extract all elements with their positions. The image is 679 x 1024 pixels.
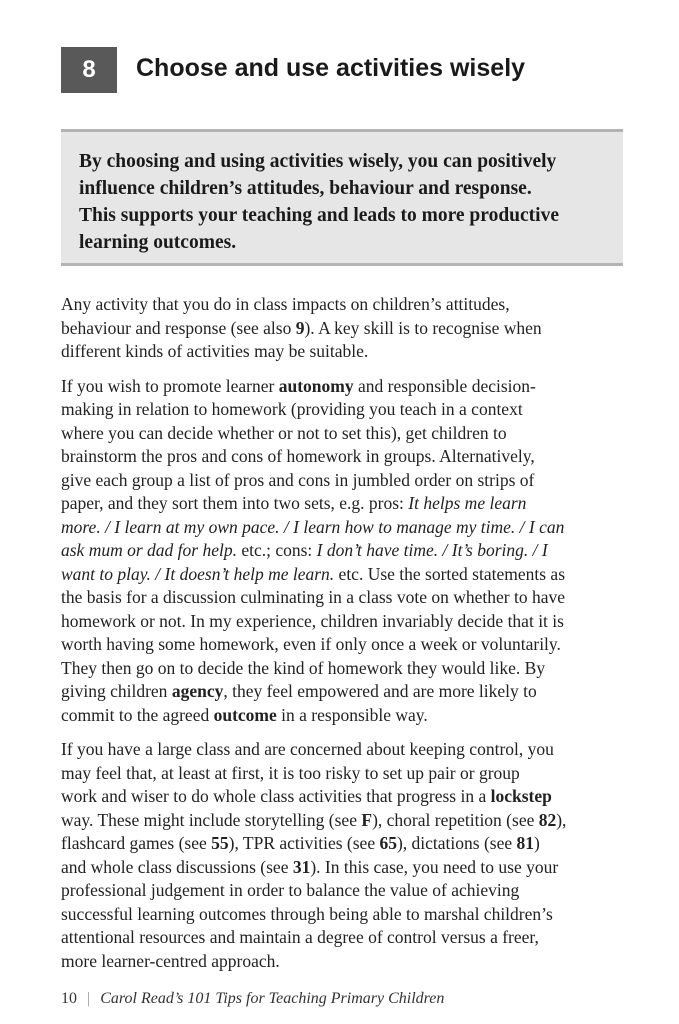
- text-run: behaviour and response (see also: [61, 317, 296, 338]
- text-run: etc. Use the sorted statements as: [334, 563, 566, 584]
- page-number: 10: [61, 990, 77, 1007]
- summary-line: influence children’s attitudes, behaviour and response.: [79, 178, 532, 199]
- text-run: ). A key skill is to recognise when: [304, 317, 542, 338]
- text-run: more learner-centred approach.: [61, 950, 280, 971]
- text-run: , they feel empowered and are more likely to: [223, 681, 537, 701]
- italic-example: I don’t have time. / It’s boring. / I: [316, 540, 548, 560]
- text-run: ), choral repetition (see: [372, 809, 539, 830]
- text-run: in a responsible way.: [276, 704, 428, 725]
- bold-term: 65: [379, 833, 397, 853]
- text-run: ),: [556, 809, 567, 830]
- bold-term: 81: [516, 833, 535, 853]
- summary-box: [61, 129, 623, 266]
- text-run: professional judgement in order to balance the value of achieving: [61, 880, 520, 900]
- text-run: where you can decide whether or not to set this), get children to: [61, 422, 507, 443]
- text-run: and responsible decision-: [353, 375, 536, 396]
- text-run: work and wiser to do whole class activities that progress in a: [61, 786, 491, 806]
- text-run: successful learning outcomes through being able to marshal children’s: [61, 903, 553, 924]
- summary-line: learning outcomes.: [79, 232, 237, 253]
- text-run: the basis for a discussion culminating in a class vote on whether to have: [61, 587, 565, 607]
- text-run: If you have a large class and are concerned about keeping control, you: [61, 739, 554, 759]
- text-run: commit to the agreed: [61, 704, 214, 725]
- body-paragraph: [61, 293, 623, 364]
- tip-header: [61, 47, 621, 95]
- summary-line: By choosing and using activities wisely, you can positively: [79, 151, 557, 172]
- text-run: may feel that, at least at first, it is too risky to set up pair or group: [61, 762, 520, 783]
- summary-text: [79, 148, 605, 256]
- text-run: flashcard games (see: [61, 833, 212, 853]
- italic-example: more. / I learn at my own pace. / I learn how to manage my time. / I can: [61, 516, 565, 537]
- text-run: worth having some homework, even if only once a week or voluntarily.: [61, 634, 561, 654]
- bold-term: 9: [295, 317, 305, 338]
- text-run: paper, and they sort them into two sets, e.g. pros:: [61, 493, 409, 513]
- italic-example: want to play. / It doesn’t help me learn.: [61, 563, 335, 584]
- bold-term: F: [361, 809, 373, 830]
- footer-separator: |: [87, 990, 91, 1007]
- text-run: Any activity that you do in class impacts on children’s attitudes,: [61, 294, 510, 314]
- book-title: Carol Read’s 101 Tips for Teaching Primary Children: [100, 990, 445, 1007]
- text-run: ): [534, 833, 540, 853]
- text-run: They then go on to decide the kind of homework they would like. By: [61, 657, 546, 678]
- text-run: giving children: [61, 681, 172, 701]
- text-run: different kinds of activities may be suitable.: [61, 341, 369, 361]
- text-run: If you wish to promote learner: [61, 375, 279, 396]
- bold-term: 31: [292, 856, 311, 877]
- text-run: way. These might include storytelling (see: [61, 809, 362, 830]
- text-run: making in relation to homework (providing you teach in a context: [61, 399, 523, 419]
- text-run: ), TPR activities (see: [228, 833, 380, 853]
- text-run: brainstorm the pros and cons of homework in groups. Alternatively,: [61, 446, 535, 466]
- body-paragraph: [61, 738, 623, 973]
- tip-number-badge: 8: [61, 47, 117, 93]
- text-run: etc.; cons:: [236, 540, 317, 560]
- text-run: ). In this case, you need to use your: [310, 856, 559, 877]
- body-paragraph: [61, 375, 623, 728]
- page-footer: [61, 990, 444, 1008]
- bold-term: lockstep: [490, 786, 552, 806]
- text-run: give each group a list of pros and cons in jumbled order on strips of: [61, 469, 535, 490]
- bold-term: outcome: [213, 704, 277, 725]
- summary-line: This supports your teaching and leads to more productive: [79, 205, 559, 226]
- italic-example: It helps me learn: [408, 493, 527, 513]
- text-run: ), dictations (see: [396, 833, 517, 853]
- body-text: [61, 293, 623, 984]
- text-run: homework or not. In my experience, children invariably decide that it is: [61, 610, 564, 631]
- bold-term: 82: [538, 809, 557, 830]
- bold-term: autonomy: [278, 375, 354, 396]
- text-run: and whole class discussions (see: [61, 856, 293, 877]
- bold-term: 55: [211, 833, 229, 853]
- tip-title: Choose and use activities wisely: [136, 54, 526, 82]
- bold-term: agency: [171, 681, 224, 701]
- italic-example: ask mum or dad for help.: [61, 540, 237, 560]
- text-run: attentional resources and maintain a degree of control versus a freer,: [61, 927, 539, 947]
